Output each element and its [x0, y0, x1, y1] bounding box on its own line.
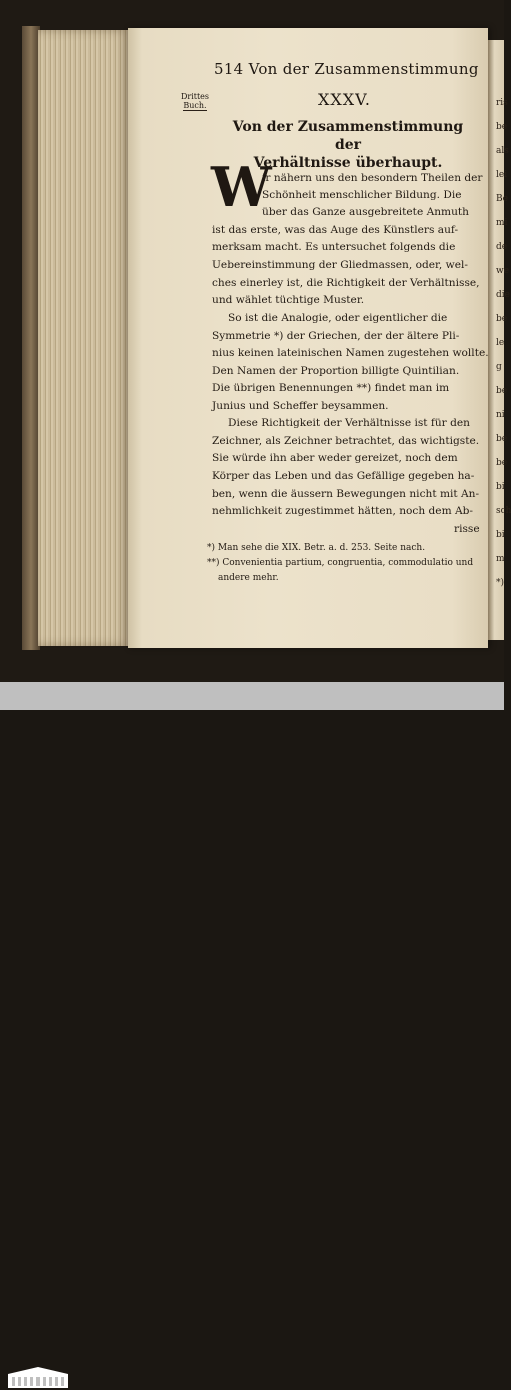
- library-building-icon: [6, 1366, 70, 1390]
- right-page-fragment: m: [496, 554, 505, 564]
- margin-note-line: Buch.: [183, 101, 207, 110]
- right-page-fragment: mi: [496, 218, 508, 228]
- text-line: Körper das Leben und das Gefällige gegeben ha-: [212, 470, 475, 482]
- text-line: und wählet tüchtige Muster.: [212, 294, 365, 306]
- right-page-fragment: le: [496, 338, 505, 348]
- text-line: Diese Richtigkeit der Verhältnisse ist für den: [228, 417, 470, 429]
- running-head: 514 Von der Zusammenstimmung: [214, 60, 479, 78]
- text-line: So ist die Analogie, oder eigentlicher die: [228, 312, 448, 324]
- chapter-title-line: Verhältnisse überhaupt.: [253, 155, 443, 171]
- text-line: risse: [454, 523, 480, 535]
- text-line: ches einerley ist, die Richtigkeit der Verhältnisse,: [212, 277, 480, 289]
- page-block-edges: [38, 30, 130, 646]
- text-line: über das Ganze ausgebreitete Anmuth: [262, 206, 469, 218]
- text-line: Die übrigen Benennungen **) findet man im: [212, 382, 450, 394]
- text-line: Symmetrie *) der Griechen, der der ältere Pli-: [212, 330, 460, 342]
- viewer-footer-bar: [0, 682, 504, 710]
- text-line: nehmlichkeit zugestimmet hätten, noch dem Ab-: [212, 505, 473, 517]
- text-line: Zeichner, als Zeichner betrachtet, das wichtigste.: [212, 435, 480, 447]
- right-page-fragment: Be: [496, 194, 508, 204]
- text-line: ist das erste, was das Auge des Künstlers auf-: [212, 224, 459, 236]
- right-page-fragment: we: [496, 266, 510, 276]
- right-page-fragment: be: [496, 314, 508, 324]
- text-line: Schönheit menschlicher Bildung. Die: [262, 189, 462, 201]
- text-line: Uebereinstimmung der Gliedmassen, oder, wel-: [212, 259, 468, 271]
- margin-note-line: Drittes: [180, 92, 210, 101]
- right-page-fragment: ni: [496, 410, 505, 420]
- right-page-fragment: ris: [496, 98, 508, 108]
- right-page-fragment: als: [496, 146, 509, 156]
- right-page-fragment: g: [496, 362, 502, 372]
- right-page-fragment: bi: [496, 482, 505, 492]
- right-page-fragment: be: [496, 122, 508, 132]
- footnote-line: **) Convenientia partium, congruentia, commodulatio und: [207, 558, 474, 568]
- right-page-fragment: be: [496, 458, 508, 468]
- right-page-fragment: die: [496, 290, 510, 300]
- footnote-line: *) Man sehe die XIX. Betr. a. d. 253. Seite nach.: [207, 543, 426, 553]
- text-line: ir nähern uns den besondern Theilen der: [262, 172, 483, 184]
- text-line: merksam macht. Es untersuchet folgends die: [212, 241, 456, 253]
- margin-note: [176, 92, 214, 111]
- book-photo: [0, 0, 511, 682]
- right-page-fragment: lei: [496, 170, 508, 180]
- text-line: Junius und Scheffer beysammen.: [212, 400, 389, 412]
- right-page-fragment: *): [496, 578, 505, 588]
- right-page-fragment: de: [496, 242, 508, 252]
- drop-cap: W: [211, 155, 272, 219]
- text-line: Den Namen der Proportion billigte Quintilian.: [212, 365, 460, 377]
- right-page-fragment: be: [496, 386, 508, 396]
- footnote-line: andere mehr.: [218, 573, 279, 583]
- right-page-fragment: bi: [496, 530, 505, 540]
- text-line: ben, wenn die äussern Bewegungen nicht mit An-: [212, 488, 480, 500]
- text-line: nius keinen lateinischen Namen zugestehen wollte.: [212, 347, 489, 359]
- text-line: Sie würde ihn aber weder gereizet, noch dem: [212, 452, 458, 464]
- chapter-title-line: Von der Zusammenstimmung der: [232, 119, 464, 153]
- right-page-fragment: sch: [496, 506, 511, 516]
- chapter-number: XXXV.: [318, 90, 372, 109]
- right-page-fragment: be: [496, 434, 508, 444]
